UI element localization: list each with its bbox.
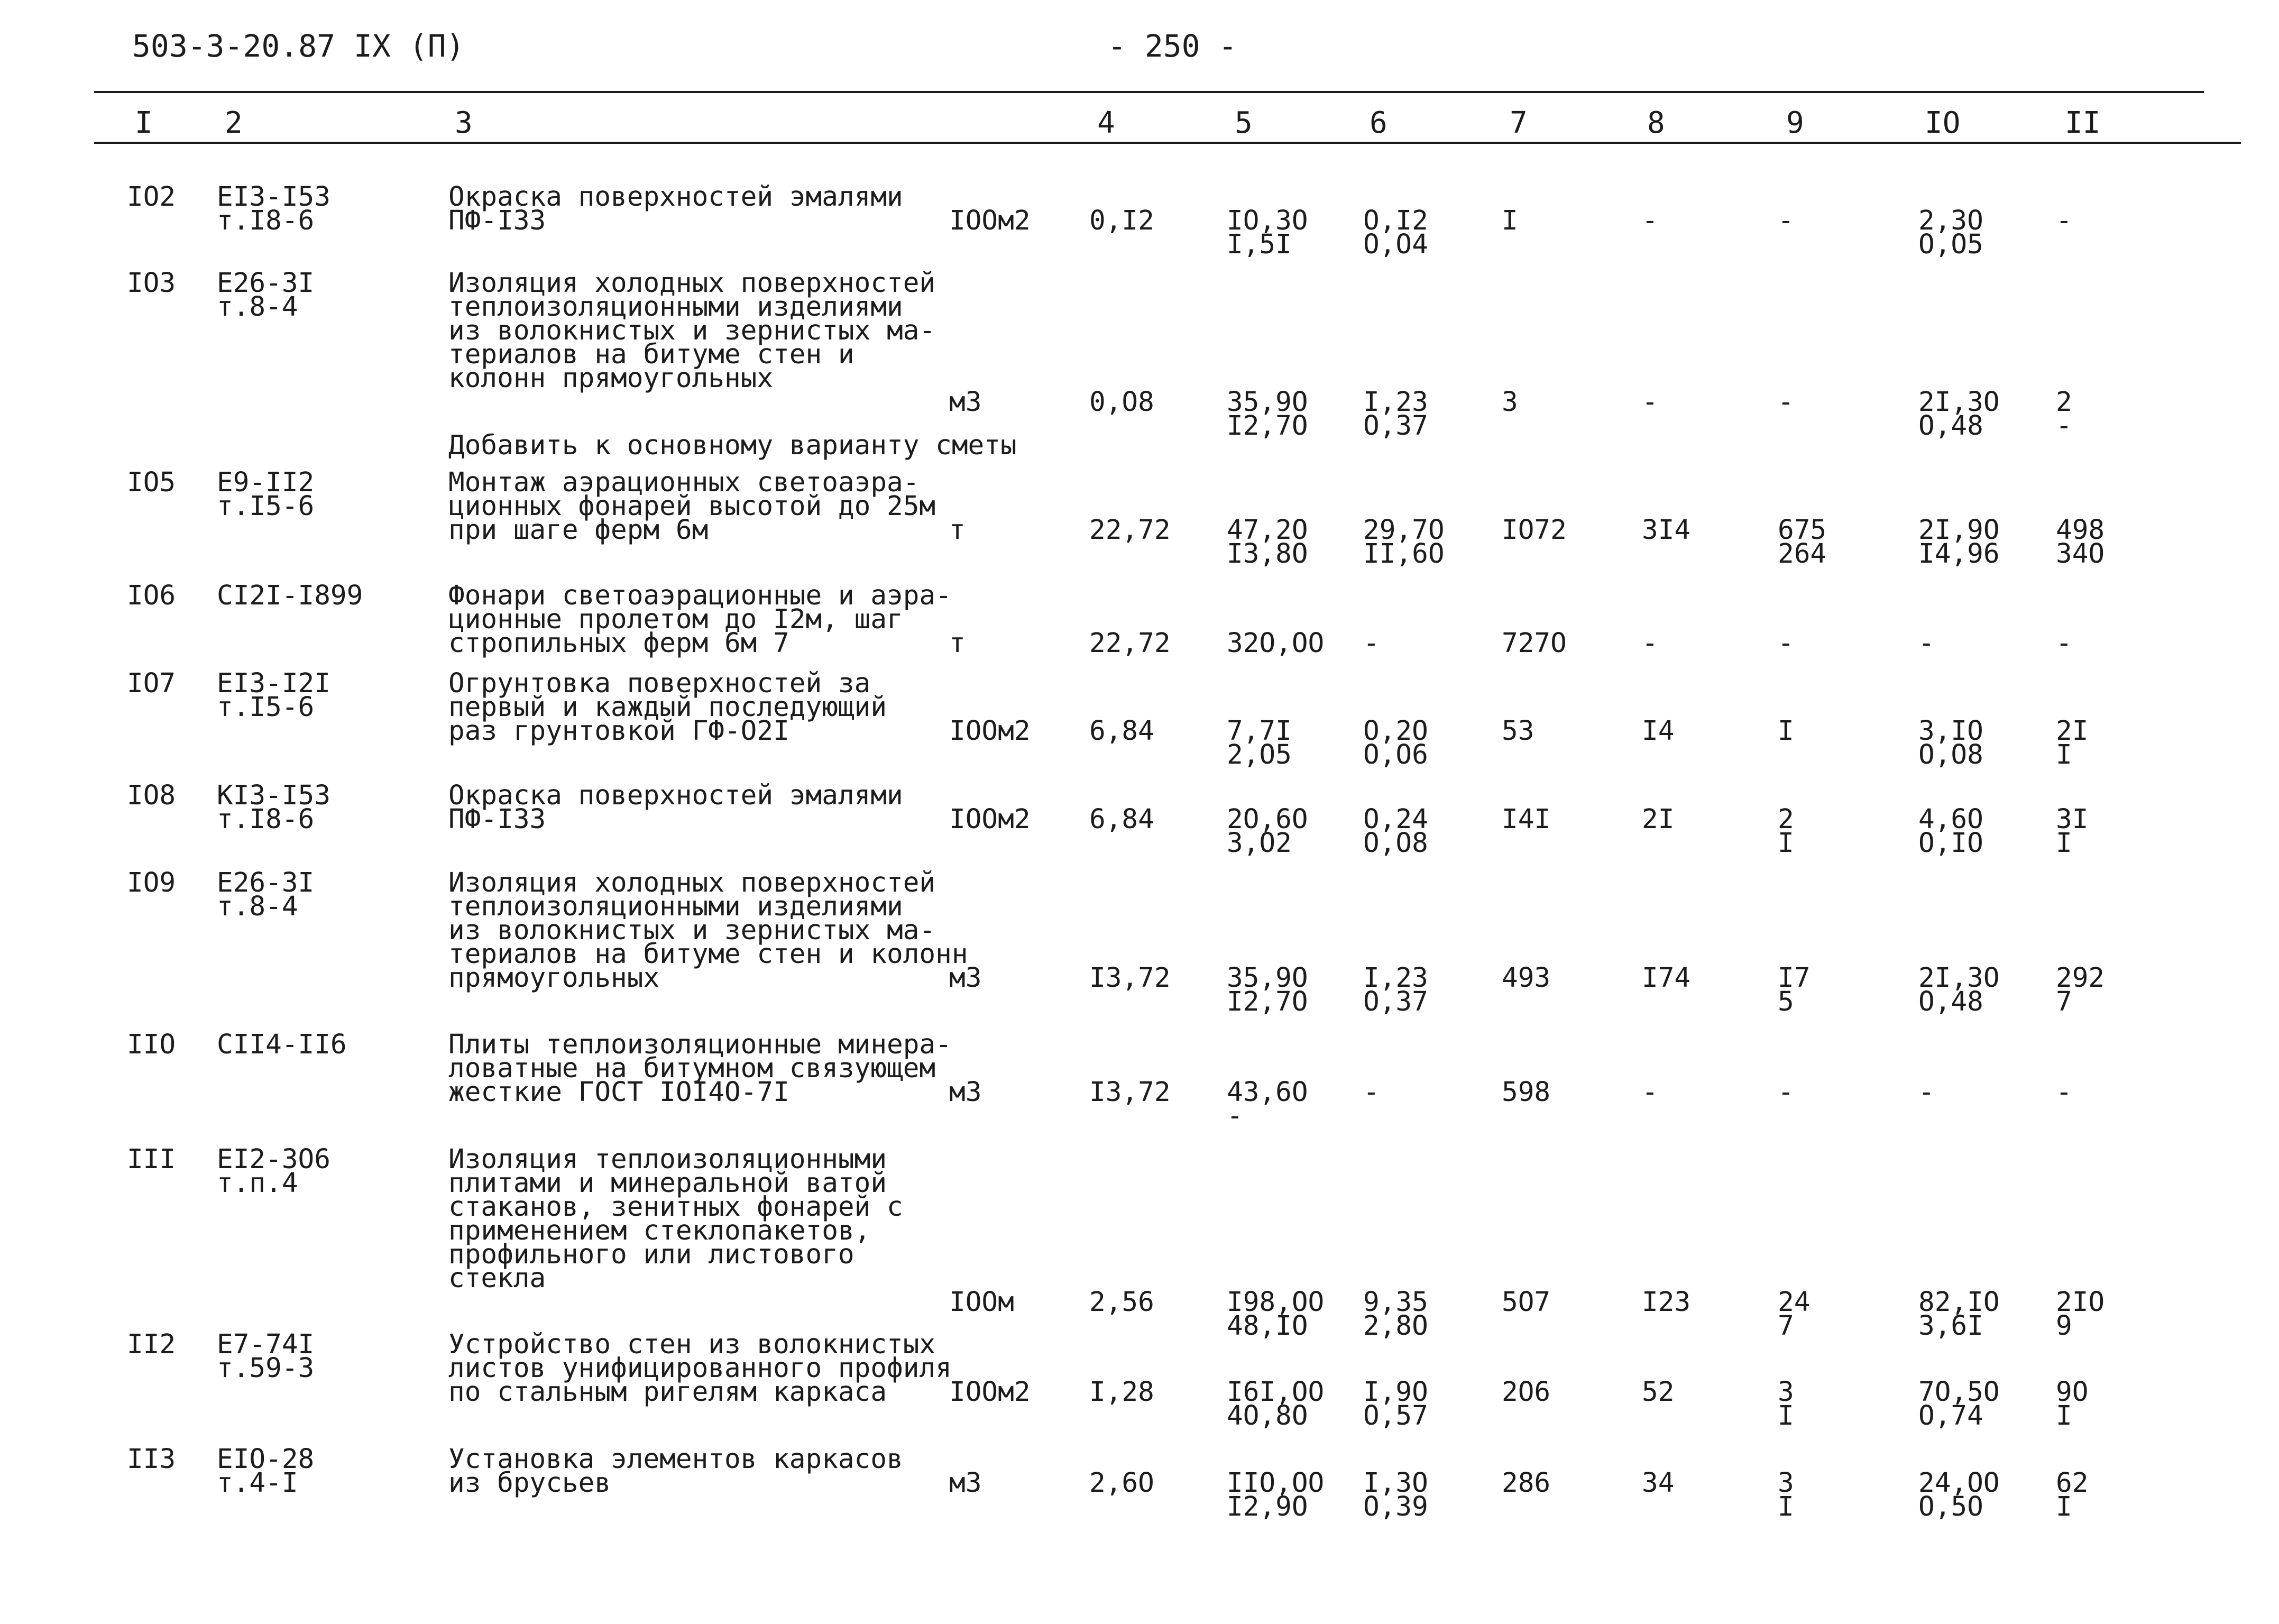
column-9-cell: 2 I (1778, 804, 1794, 859)
column-6-cell: - (1363, 1077, 1380, 1108)
row-number-cell: IO8 (127, 780, 176, 811)
work-description-cell: Монтаж аэрационных светоаэра- ционных фонарей высотой до 25м при шаге ферм 6м (448, 467, 936, 546)
quantity-cell: 0,O8 (1089, 387, 1154, 418)
column-10-cell: 82,IO 3,6I (1918, 1287, 2000, 1342)
rate-code-cell: EI3-I53 т.I8-6 (217, 181, 330, 236)
header-rule (94, 142, 2241, 144)
column-9-cell: - (1778, 205, 1794, 236)
row-number-cell: IO3 (127, 268, 176, 299)
column-header-5: 5 (1235, 106, 1253, 140)
column-11-cell: 498 34O (2056, 515, 2105, 570)
rate-code-cell: CI2I-I899 (217, 580, 363, 611)
unit-cell: IOOм (949, 1287, 1014, 1318)
column-9-cell: I (1778, 715, 1794, 747)
unit-cell: м3 (949, 1467, 982, 1499)
column-10-cell: 2I,3O O,48 (1918, 962, 2000, 1017)
rate-code-cell: EI2-3O6 т.п.4 (217, 1144, 330, 1199)
work-description-cell: Изоляция холодных поверхностей теплоизоляционными изделиями из волокнистых и зернистых ма- териалов на битуме стен и колонн прямоугольных (448, 268, 936, 394)
column-header-2: 2 (225, 106, 243, 140)
column-8-cell: I23 (1642, 1287, 1691, 1318)
column-6-cell: 9,35 2,8O (1363, 1287, 1428, 1342)
top-rule (94, 91, 2204, 93)
unit-cell: т (949, 515, 966, 546)
column-11-cell: 62 I (2056, 1467, 2089, 1522)
column-7-cell: 598 (1502, 1077, 1551, 1108)
column-5-cell: 32O,OO (1227, 628, 1325, 659)
column-11-cell: - (2056, 1077, 2072, 1108)
rate-code-cell: EIO-28 т.4-I (217, 1444, 315, 1499)
column-9-cell: I7 5 (1778, 962, 1811, 1017)
column-5-cell: IIO,OO I2,9O (1227, 1467, 1325, 1522)
work-description-cell: Изоляция холодных поверхностей теплоизоляционными изделиями из волокнистых и зернистых ма- териалов на битуме стен и колонн прямоугольных (448, 867, 968, 994)
column-6-cell: I,3O O,39 (1363, 1467, 1428, 1522)
column-5-cell: 7,7I 2,O5 (1227, 715, 1292, 770)
row-number-cell: II3 (127, 1444, 176, 1475)
column-5-cell: 43,6O - (1227, 1077, 1308, 1132)
column-6-cell: I,23 O,37 (1363, 387, 1428, 442)
quantity-cell: 2,56 (1089, 1287, 1154, 1318)
column-5-cell: I98,OO 48,IO (1227, 1287, 1325, 1342)
rate-code-cell: CII4-II6 (217, 1029, 347, 1060)
row-number-cell: II2 (127, 1329, 176, 1360)
column-7-cell: IO72 (1502, 515, 1567, 546)
column-header-9: 9 (1786, 106, 1804, 140)
quantity-cell: 22,72 (1089, 628, 1171, 659)
column-header-4: 4 (1097, 106, 1115, 140)
column-8-cell: 3I4 (1642, 515, 1691, 546)
column-header-10: IO (1925, 106, 1961, 140)
column-9-cell: 3 I (1778, 1467, 1794, 1522)
column-9-cell: - (1778, 1077, 1794, 1108)
column-6-cell: O,24 O,O8 (1363, 804, 1428, 859)
column-5-cell: 35,9O I2,7O (1227, 387, 1308, 442)
work-description-cell: Окраска поверхностей эмалями ПФ-I33 (448, 780, 903, 835)
column-6-cell: I,9O O,57 (1363, 1377, 1428, 1432)
unit-cell: м3 (949, 387, 982, 418)
row-number-cell: III (127, 1144, 176, 1175)
column-9-cell: 24 7 (1778, 1287, 1811, 1342)
unit-cell: IOOм2 (949, 804, 1031, 835)
column-header-6: 6 (1370, 106, 1387, 140)
column-10-cell: - (1918, 1077, 1935, 1108)
column-header-11: II (2065, 106, 2101, 140)
column-11-cell: 2 - (2056, 387, 2072, 442)
column-6-cell: O,I2 O,O4 (1363, 205, 1428, 260)
rate-code-cell: КI3-I53 т.I8-6 (217, 780, 330, 835)
column-7-cell: I (1502, 205, 1518, 236)
row-number-cell: IO6 (127, 580, 176, 611)
work-description-cell: Плиты теплоизоляционные минера- ловатные на битумном связующем жесткие ГОСТ IOI4O-7I (448, 1029, 952, 1108)
rate-code-cell: E26-3I т.8-4 (217, 867, 315, 922)
column-5-cell: 35,9O I2,7O (1227, 962, 1308, 1017)
column-11-cell: 2I I (2056, 715, 2089, 770)
column-5-cell: IO,3O I,5I (1227, 205, 1308, 260)
column-8-cell: 2I (1642, 804, 1675, 835)
quantity-cell: I3,72 (1089, 962, 1171, 994)
column-8-cell: 52 (1642, 1377, 1675, 1408)
column-6-cell: - (1363, 628, 1380, 659)
work-description-cell: Окраска поверхностей эмалями ПФ-I33 (448, 181, 903, 236)
unit-cell: IOOм2 (949, 205, 1031, 236)
column-11-cell: 2IO 9 (2056, 1287, 2105, 1342)
row-number-cell: IO5 (127, 467, 176, 498)
column-10-cell: 24,OO O,5O (1918, 1467, 2000, 1522)
column-9-cell: 3 I (1778, 1377, 1794, 1432)
column-6-cell: 29,7O II,6O (1363, 515, 1445, 570)
column-header-7: 7 (1510, 106, 1528, 140)
quantity-cell: 2,6O (1089, 1467, 1154, 1499)
column-5-cell: I6I,OO 4O,8O (1227, 1377, 1325, 1432)
quantity-cell: 6,84 (1089, 715, 1154, 747)
column-11-cell: 9O I (2056, 1377, 2089, 1432)
rate-code-cell: E9-II2 т.I5-6 (217, 467, 315, 522)
column-7-cell: 3 (1502, 387, 1518, 418)
quantity-cell: 0,I2 (1089, 205, 1154, 236)
rate-code-cell: EI3-I2I т.I5-6 (217, 668, 330, 723)
column-header-1: I (135, 106, 153, 140)
column-10-cell: 2,3O O,O5 (1918, 205, 1983, 260)
unit-cell: м3 (949, 1077, 982, 1108)
column-8-cell: I4 (1642, 715, 1675, 747)
unit-cell: т (949, 628, 966, 659)
unit-cell: IOOм2 (949, 715, 1031, 747)
work-description-cell: Устройство стен из волокнистых листов унифицированного профиля по стальным ригелям каркаса (448, 1329, 952, 1408)
column-10-cell: - (1918, 628, 1935, 659)
column-11-cell: 292 7 (2056, 962, 2105, 1017)
work-description-cell: Фонари светоаэрационные и аэра- ционные пролетом до I2м, шаг стропильных ферм 6м 7 (448, 580, 952, 659)
column-6-cell: I,23 O,37 (1363, 962, 1428, 1017)
column-7-cell: 493 (1502, 962, 1551, 994)
rate-code-cell: E7-74I т.59-3 (217, 1329, 315, 1384)
page-number: - 250 - (1108, 28, 1237, 64)
column-7-cell: I4I (1502, 804, 1551, 835)
column-7-cell: 286 (1502, 1467, 1551, 1499)
column-5-cell: 47,2O I3,8O (1227, 515, 1308, 570)
row-number-cell: IO2 (127, 181, 176, 213)
column-11-cell: - (2056, 628, 2072, 659)
column-5-cell: 2O,6O 3,O2 (1227, 804, 1308, 859)
section-note: Добавить к основному варианту сметы (448, 430, 1017, 461)
column-8-cell: 34 (1642, 1467, 1675, 1499)
column-11-cell: - (2056, 205, 2072, 236)
column-7-cell: 53 (1502, 715, 1534, 747)
row-number-cell: IIO (127, 1029, 176, 1060)
column-header-8: 8 (1647, 106, 1665, 140)
column-9-cell: - (1778, 628, 1794, 659)
column-8-cell: I74 (1642, 962, 1691, 994)
column-header-3: 3 (455, 106, 473, 140)
column-9-cell: 675 264 (1778, 515, 1827, 570)
column-7-cell: 2O6 (1502, 1377, 1551, 1408)
column-8-cell: - (1642, 205, 1658, 236)
column-8-cell: - (1642, 387, 1658, 418)
quantity-cell: 6,84 (1089, 804, 1154, 835)
column-10-cell: 3,IO O,O8 (1918, 715, 1983, 770)
unit-cell: IOOм2 (949, 1377, 1031, 1408)
document-code: 503-3-20.87 IX (П) (132, 28, 465, 64)
column-6-cell: O,2O O,O6 (1363, 715, 1428, 770)
quantity-cell: 22,72 (1089, 515, 1171, 546)
row-number-cell: IO7 (127, 668, 176, 699)
column-11-cell: 3I I (2056, 804, 2089, 859)
column-7-cell: 727O (1502, 628, 1567, 659)
quantity-cell: I,28 (1089, 1377, 1154, 1408)
column-10-cell: 2I,3O O,48 (1918, 387, 2000, 442)
work-description-cell: Огрунтовка поверхностей за первый и каждый последующий раз грунтовкой ГФ-O2I (448, 668, 887, 747)
column-10-cell: 2I,9O I4,96 (1918, 515, 2000, 570)
column-10-cell: 4,6O O,IO (1918, 804, 1983, 859)
quantity-cell: I3,72 (1089, 1077, 1171, 1108)
column-8-cell: - (1642, 628, 1658, 659)
work-description-cell: Установка элементов каркасов из брусьев (448, 1444, 903, 1499)
column-9-cell: - (1778, 387, 1794, 418)
column-8-cell: - (1642, 1077, 1658, 1108)
rate-code-cell: E26-3I т.8-4 (217, 268, 315, 323)
row-number-cell: IO9 (127, 867, 176, 898)
unit-cell: м3 (949, 962, 982, 994)
work-description-cell: Изоляция теплоизоляционными плитами и минеральной ватой стаканов, зенитных фонарей с применением стеклопакетов, профильного или листового стекла (448, 1144, 903, 1294)
column-7-cell: 5O7 (1502, 1287, 1551, 1318)
column-10-cell: 7O,5O O,74 (1918, 1377, 2000, 1432)
